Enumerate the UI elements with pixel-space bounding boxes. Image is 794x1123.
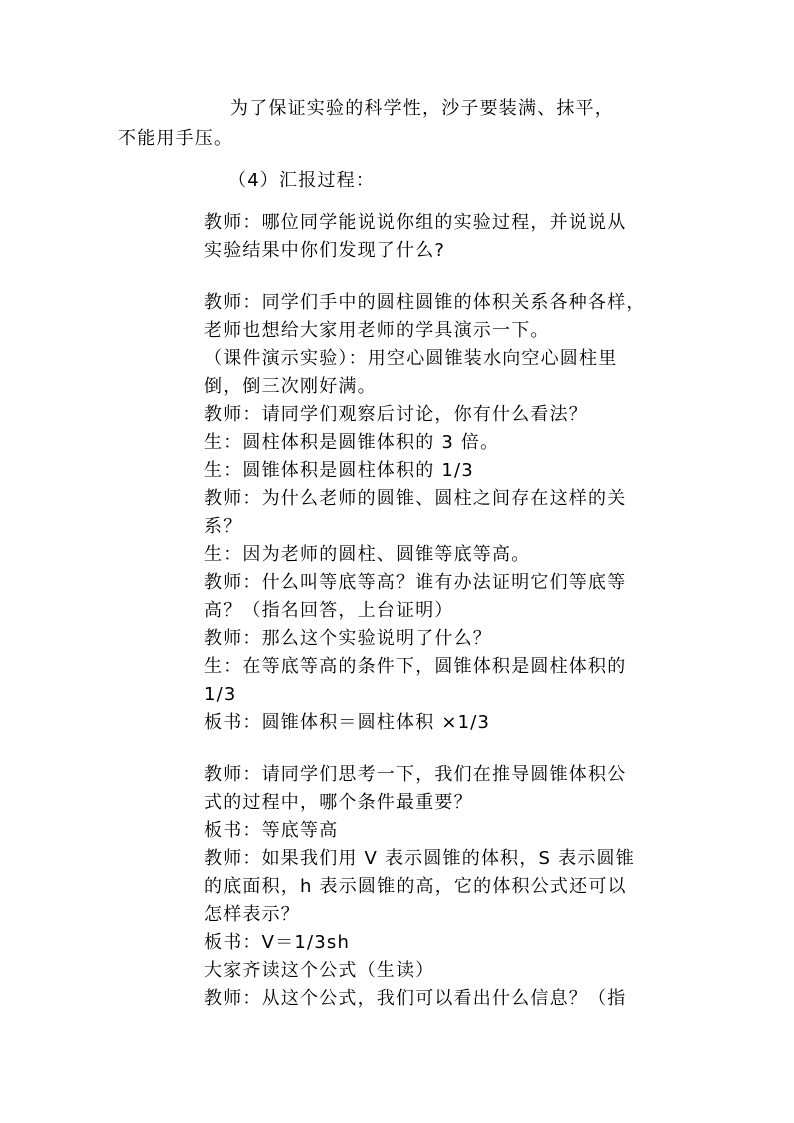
paragraph-line: 系？ <box>204 516 243 537</box>
paragraph-line: 教师：哪位同学能说说你组的实验过程，并说说从 <box>204 212 627 233</box>
paragraph-line: 为了保证实验的科学性，沙子要装满、抹平， <box>230 98 614 119</box>
paragraph-line: 教师：为什么老师的圆锥、圆柱之间存在这样的关 <box>204 488 627 509</box>
paragraph-line: 教师：请同学们思考一下，我们在推导圆锥体积公 <box>204 764 627 785</box>
paragraph-line: 大家齐读这个公式（生读） <box>204 960 435 981</box>
paragraph-line: 生：圆柱体积是圆锥体积的 3 倍。 <box>204 432 500 453</box>
paragraph-line: 教师：那么这个实验说明了什么？ <box>204 628 492 649</box>
paragraph-line: 板书：V＝1/3sh <box>204 932 351 953</box>
paragraph-line: 怎样表示？ <box>204 904 300 925</box>
paragraph-line: 老师也想给大家用老师的学具演示一下。 <box>204 320 550 341</box>
paragraph-line: 倒，倒三次刚好满。 <box>204 376 377 397</box>
paragraph-line: 教师：同学们手中的圆柱圆锥的体积关系各种各样， <box>204 292 646 313</box>
paragraph-line: 高？（指名回答，上台证明） <box>204 600 454 621</box>
paragraph-line: 教师：什么叫等底等高？谁有办法证明它们等底等 <box>204 572 627 593</box>
paragraph-line: 教师：如果我们用 V 表示圆锥的体积，S 表示圆锥 <box>204 848 635 869</box>
paragraph-line: 实验结果中你们发现了什么? <box>204 240 446 261</box>
paragraph-line: 不能用手压。 <box>118 128 234 149</box>
paragraph-line: 教师：请同学们观察后讨论，你有什么看法？ <box>204 404 588 425</box>
paragraph-line: 生：因为老师的圆柱、圆锥等底等高。 <box>204 544 531 565</box>
paragraph-line: 生：在等底等高的条件下，圆锥体积是圆柱体积的 <box>204 656 627 677</box>
paragraph-line: （课件演示实验）：用空心圆锥装水向空心圆柱里 <box>204 348 618 369</box>
paragraph-line: 板书：圆锥体积＝圆柱体积 ×1/3 <box>204 712 491 733</box>
section-heading: （4）汇报过程： <box>228 170 376 191</box>
paragraph-line: 式的过程中，哪个条件最重要？ <box>204 792 473 813</box>
paragraph-line: 板书：等底等高 <box>204 820 339 841</box>
paragraph-line: 1/3 <box>204 684 237 705</box>
paragraph-line: 生：圆锥体积是圆柱体积的 1/3 <box>204 460 474 481</box>
paragraph-line: 的底面积，h 表示圆锥的高，它的体积公式还可以 <box>204 876 627 897</box>
paragraph-line: 教师：从这个公式，我们可以看出什么信息？（指 <box>204 988 627 1009</box>
